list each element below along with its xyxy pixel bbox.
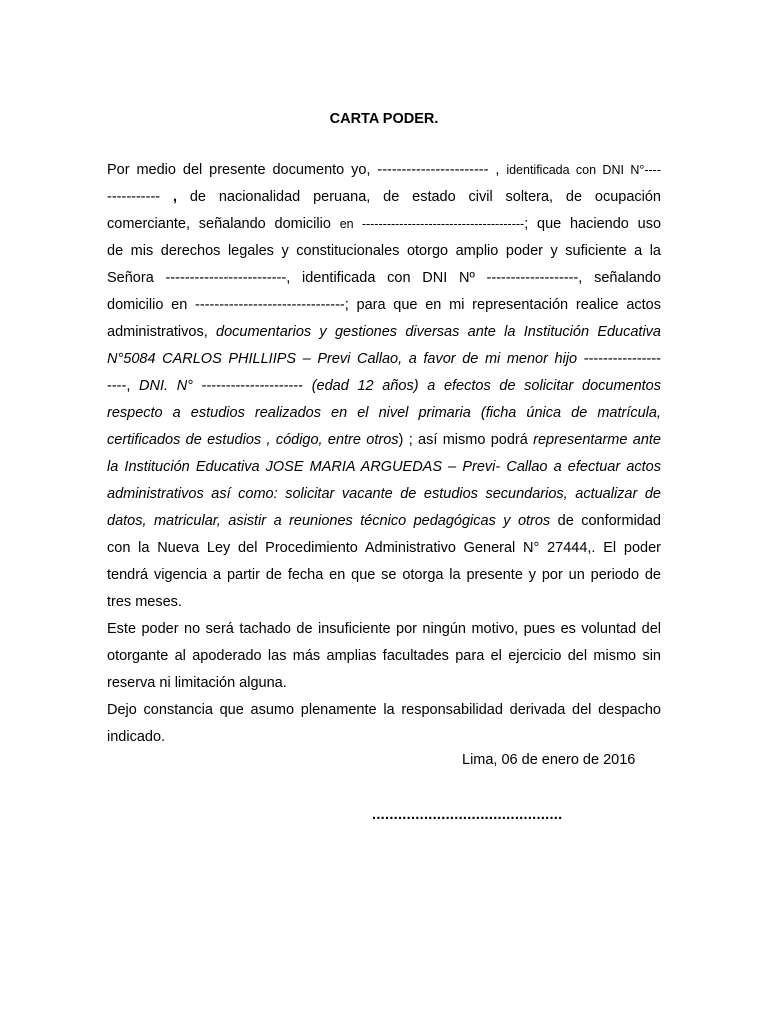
paragraph-line: respecto a estudios realizados en el nivel primaria (ficha única de matrícula, <box>107 405 661 421</box>
document-title: CARTA PODER. <box>329 111 439 127</box>
paragraph-line: Señora -------------------------, identificada con DNI Nº -------------------, señalando <box>107 270 661 286</box>
paragraph-line: administrativos, documentarios y gestiones diversas ante la Institución Educativa <box>107 324 661 340</box>
paragraph-line: Por medio del presente documento yo, ----------------------- , identificada con DNI N°---- <box>107 162 661 178</box>
paragraph-line: domicilio en -------------------------------; para que en mi representación realice actos <box>107 297 661 313</box>
paragraph-line: reserva ni limitación alguna. <box>107 675 287 691</box>
paragraph-line: comerciante, señalando domicilio en ---------------------------------------; que haciendo uso <box>107 216 662 232</box>
paragraph-line: la Institución Educativa JOSE MARIA ARGUEDAS – Previ- Callao a efectuar actos <box>107 459 661 475</box>
paragraph-line: con la Nueva Ley del Procedimiento Administrativo General N° 27444,. El poder <box>107 540 661 556</box>
paragraph-line: indicado. <box>107 729 166 745</box>
paragraph-line: datos, matricular, asistir a reuniones técnico pedagógicas y otros de conformidad <box>107 513 661 529</box>
paragraph-line: N°5084 CARLOS PHILLIIPS – Previ Callao, a favor de mi menor hijo ---------------- <box>107 351 661 367</box>
paragraph-line: Este poder no será tachado de insuficiente por ningún motivo, pues es voluntad del <box>107 621 661 637</box>
signature-line: ............................................ <box>372 807 563 823</box>
paragraph-line: de mis derechos legales y constitucionales otorgo amplio poder y suficiente a la <box>107 243 661 259</box>
document-date: Lima, 06 de enero de 2016 <box>462 752 636 768</box>
paragraph-line: Dejo constancia que asumo plenamente la responsabilidad derivada del despacho <box>107 702 661 718</box>
paragraph-line: ----, DNI. N° --------------------- (edad 12 años) a efectos de solicitar documentos <box>107 378 661 394</box>
paragraph-line: ----------- , de nacionalidad peruana, de estado civil soltera, de ocupación <box>107 189 661 205</box>
paragraph-line: tres meses. <box>107 594 182 610</box>
paragraph-line: otorgante al apoderado las más amplias facultades para el ejercicio del mismo sin <box>107 648 661 664</box>
paragraph-line: tendrá vigencia a partir de fecha en que se otorga la presente y por un periodo de <box>107 567 661 583</box>
paragraph-line: administrativos así como: solicitar vacante de estudios secundarios, actualizar de <box>107 486 661 502</box>
paragraph-line: certificados de estudios , código, entre otros) ; así mismo podrá representarme ante <box>107 432 661 448</box>
